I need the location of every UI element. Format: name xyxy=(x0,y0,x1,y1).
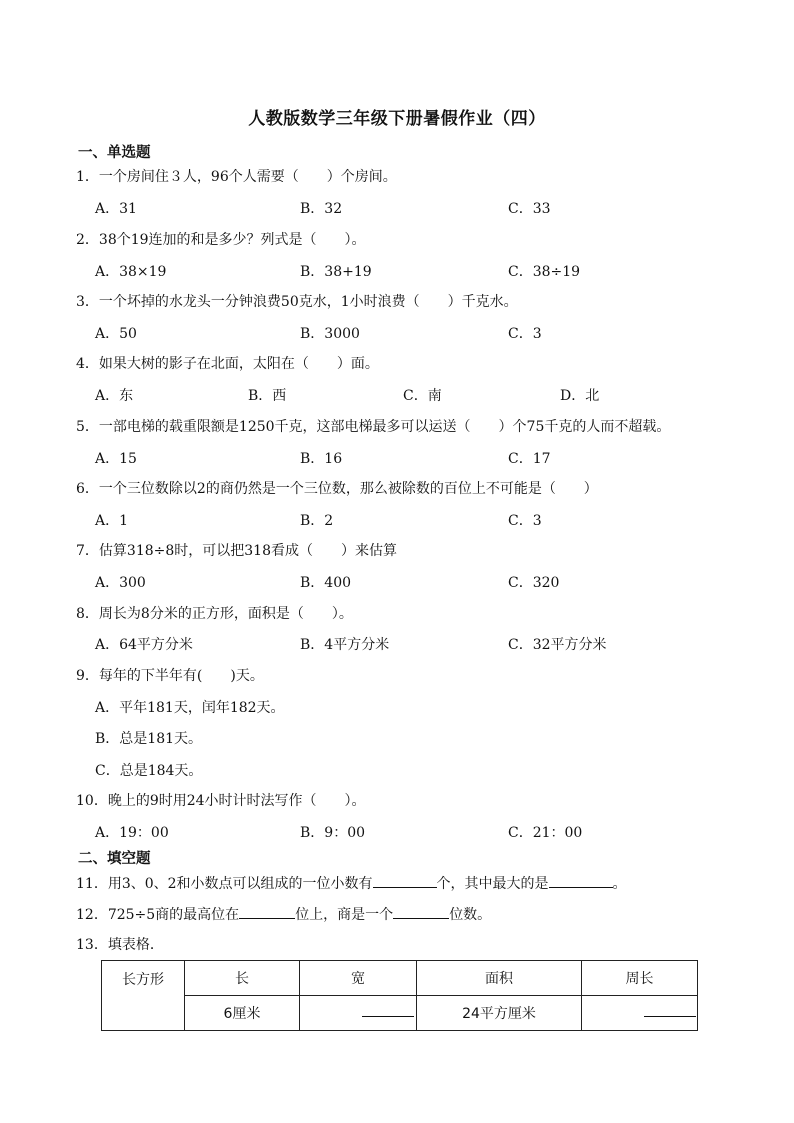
question-9: 9．每年的下半年有( )天。 xyxy=(76,668,264,684)
question-text: 12．725÷5商的最高位在 xyxy=(76,907,240,923)
option-b: B．总是181天。 xyxy=(95,731,203,747)
answer-blank[interactable] xyxy=(393,906,449,919)
section-heading-fill: 二、填空题 xyxy=(78,850,151,867)
option-a: A．50 xyxy=(95,326,137,342)
question-text: 。 xyxy=(612,876,627,892)
option-c: C．南 xyxy=(403,388,442,404)
question-7: 7．估算318÷8时，可以把318看成（ ）来估算 xyxy=(76,543,397,559)
table-row xyxy=(102,961,698,996)
option-c: C．17 xyxy=(508,451,551,467)
page-title: 人教版数学三年级下册暑假作业（四） xyxy=(248,109,546,129)
question-12 xyxy=(76,904,491,924)
option-a: A．64平方分米 xyxy=(95,637,193,653)
table-cell-width[interactable] xyxy=(300,996,417,1031)
option-b: B．400 xyxy=(300,575,352,591)
rectangle-table xyxy=(101,960,698,1031)
answer-blank[interactable] xyxy=(373,875,437,888)
question-10: 10．晚上的9时用24小时计时法写作（ ）。 xyxy=(76,793,366,809)
section-heading-choice: 一、单选题 xyxy=(78,144,151,161)
option-b: B．38+19 xyxy=(300,264,372,280)
answer-blank[interactable] xyxy=(239,906,295,919)
option-b: B．16 xyxy=(300,451,343,467)
option-c: C．320 xyxy=(508,575,560,591)
question-text: 11．用3、0、2和小数点可以组成的一位小数有 xyxy=(76,876,373,892)
option-c: C．21：00 xyxy=(508,825,583,841)
question-5: 5．一部电梯的载重限额是1250千克，这部电梯最多可以运送（ ）个75千克的人而不超载。 xyxy=(76,419,671,435)
option-b: B．4平方分米 xyxy=(300,637,390,653)
table-header-perimeter: 周长 xyxy=(582,961,698,996)
option-b: B．32 xyxy=(300,201,343,217)
option-b: B．西 xyxy=(248,388,287,404)
table-cell-length: 6厘米 xyxy=(185,996,300,1031)
answer-blank[interactable] xyxy=(362,1006,414,1017)
question-8: 8．周长为8分米的正方形，面积是（ ）。 xyxy=(76,606,353,622)
option-c: C．总是184天。 xyxy=(95,763,203,779)
question-text: 位上，商是一个 xyxy=(295,907,394,923)
answer-blank[interactable] xyxy=(549,875,613,888)
question-13: 13．填表格． xyxy=(76,937,164,953)
question-4: 4．如果大树的影子在北面，太阳在（ ）面。 xyxy=(76,356,379,372)
question-6: 6．一个三位数除以2的商仍然是一个三位数，那么被除数的百位上不可能是（ ） xyxy=(76,481,598,497)
option-b: B．9：00 xyxy=(300,825,366,841)
option-a: A．31 xyxy=(95,201,137,217)
table-corner-cell: 长方形 xyxy=(102,961,185,1031)
option-c: C．38÷19 xyxy=(508,264,581,280)
option-c: C．3 xyxy=(508,513,542,529)
question-3: 3．一个坏掉的水龙头一分钟浪费50克水，1小时浪费（ ）千克水。 xyxy=(76,294,518,310)
option-a: A．19：00 xyxy=(95,825,169,841)
option-a: A．300 xyxy=(95,575,146,591)
question-2: 2．38个19连加的和是多少？列式是（ ）。 xyxy=(76,232,366,248)
option-c: C．3 xyxy=(508,326,542,342)
option-b: B．2 xyxy=(300,513,334,529)
table-header-length: 长 xyxy=(185,961,300,996)
option-a: A．38×19 xyxy=(95,264,167,280)
option-a: A．15 xyxy=(95,451,137,467)
option-a: A．平年181天，闰年182天。 xyxy=(95,700,285,716)
option-c: C．32平方分米 xyxy=(508,637,607,653)
question-text: 位数。 xyxy=(449,907,492,923)
option-b: B．3000 xyxy=(300,326,360,342)
option-a: A．东 xyxy=(95,388,134,404)
option-c: C．33 xyxy=(508,201,551,217)
option-d: D．北 xyxy=(560,388,600,404)
answer-blank[interactable] xyxy=(644,1006,696,1017)
option-a: A．1 xyxy=(95,513,129,529)
table-cell-area: 24平方厘米 xyxy=(417,996,582,1031)
table-header-area: 面积 xyxy=(417,961,582,996)
question-11 xyxy=(76,873,627,893)
question-1: 1．一个房间住３人，96个人需要（ ）个房间。 xyxy=(76,169,397,185)
question-text: 个，其中最大的是 xyxy=(436,876,549,892)
table-header-width: 宽 xyxy=(300,961,417,996)
table-cell-perimeter[interactable] xyxy=(582,996,698,1031)
table-row xyxy=(102,996,698,1031)
